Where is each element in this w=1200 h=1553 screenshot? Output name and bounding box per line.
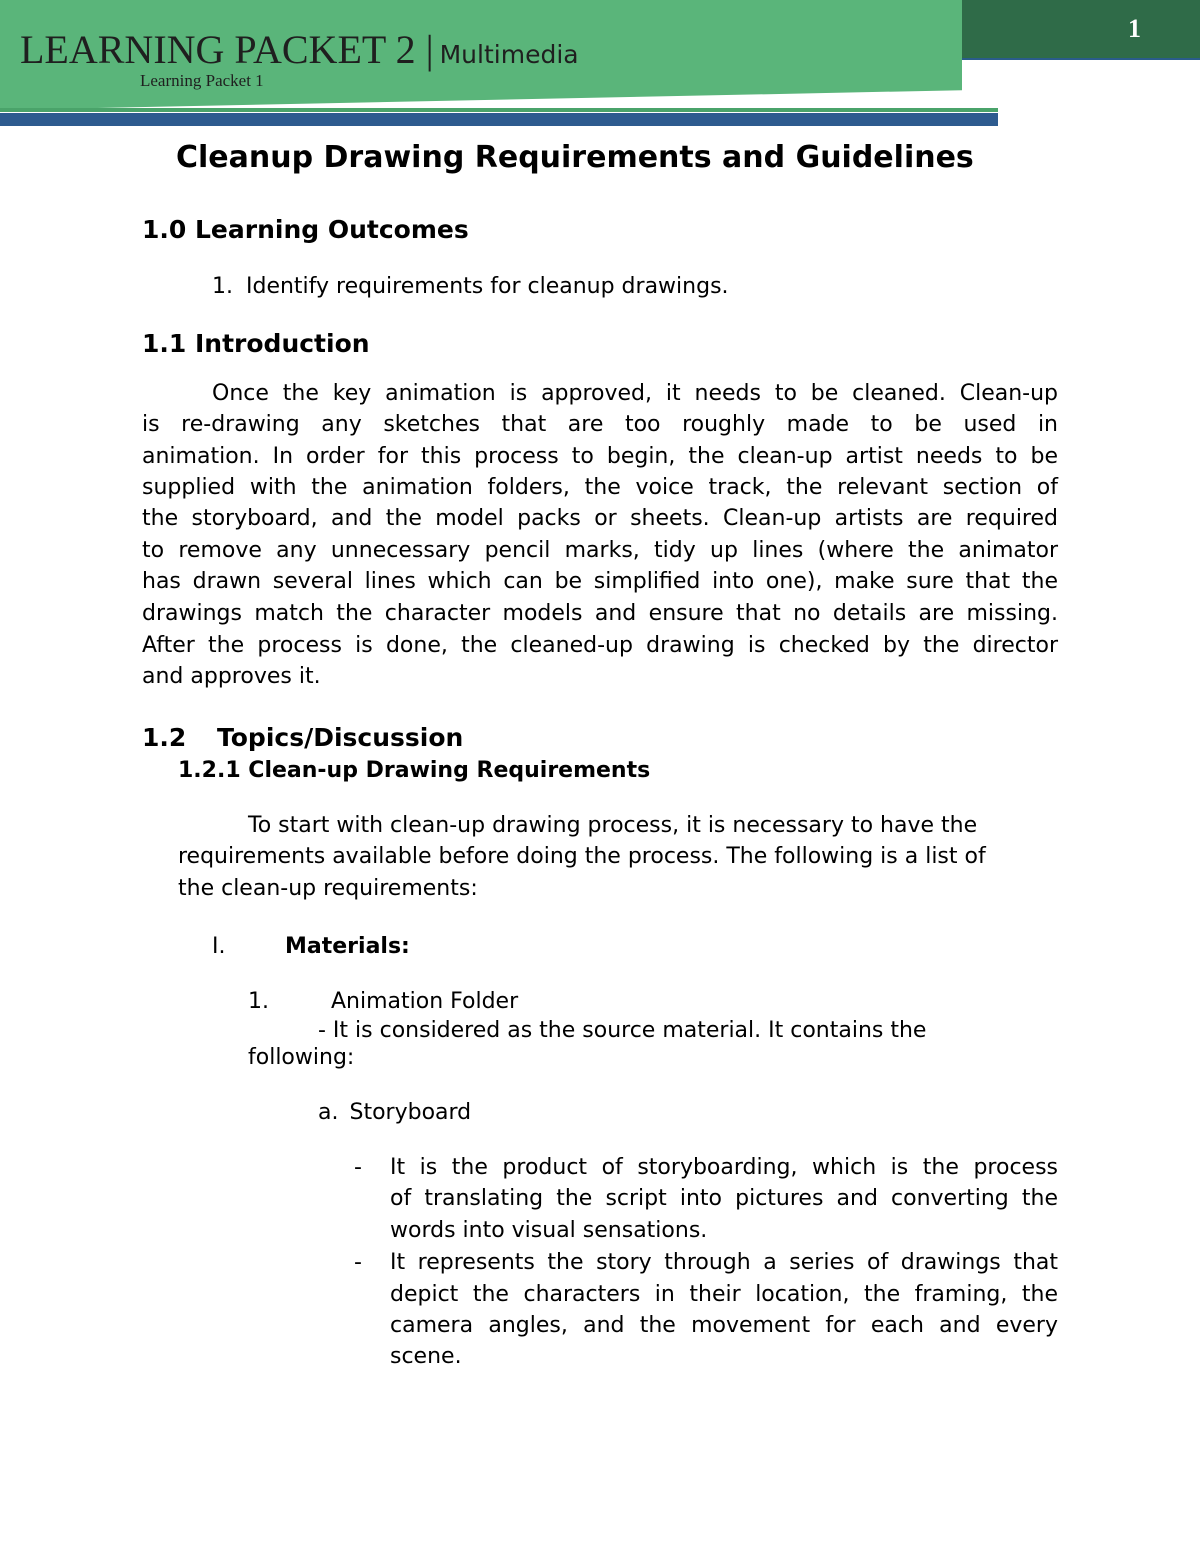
outcomes-heading: 1.0 Learning Outcomes <box>142 215 469 244</box>
intro-line: and approves it. <box>142 664 321 689</box>
intro-heading: 1.1 Introduction <box>142 329 370 358</box>
sub-item-letter: a. <box>318 1100 339 1125</box>
topics-para-line: To start with clean-up drawing process, it is necessary to have the <box>248 813 978 838</box>
header-separator: | <box>425 27 434 72</box>
section-number: I. <box>212 934 226 959</box>
header-title <box>20 26 579 79</box>
intro-line: drawings match the character models and ensure that no details are missing. <box>142 601 1058 626</box>
topics-heading-number: 1.2 <box>142 723 187 752</box>
intro-line: animation. In order for this process to begin, the clean-up artist needs to be <box>142 444 1058 469</box>
requirements-subheading: 1.2.1 Clean-up Drawing Requirements <box>178 758 651 783</box>
bullet-dash: - <box>354 1250 362 1275</box>
section-label: Materials: <box>285 934 410 959</box>
header-subtitle: Learning Packet 1 <box>140 71 264 90</box>
item-label: Animation Folder <box>331 989 519 1014</box>
sub-item <box>318 1097 471 1129</box>
bullet-line: scene. <box>390 1344 462 1369</box>
page-number-box <box>962 0 1200 58</box>
item-description: following: <box>248 1045 355 1070</box>
topics-heading <box>142 722 463 754</box>
intro-line: has drawn several lines which can be simplified into one), make sure that the <box>142 569 1058 594</box>
intro-line: is re-drawing any sketches that are too roughly made to be used in <box>142 412 1058 437</box>
intro-line: to remove any unnecessary pencil marks, tidy up lines (where the animator <box>142 538 1058 563</box>
item-number: 1. <box>248 989 269 1014</box>
bullet-dash: - <box>354 1155 362 1180</box>
header-box-rule <box>962 58 1200 60</box>
bullet-line: depict the characters in their location, the framing, the <box>390 1282 1058 1307</box>
bullet-line: It is the product of storyboarding, which is the process <box>390 1155 1058 1180</box>
bullet-line: It represents the story through a series of drawings that <box>390 1250 1058 1275</box>
document-title: Cleanup Drawing Requirements and Guidelines <box>176 140 974 175</box>
intro-line: Once the key animation is approved, it needs to be cleaned. Clean-up <box>212 381 1058 406</box>
topics-heading-text: Topics/Discussion <box>217 723 464 752</box>
item-description: - It is considered as the source material. It contains the <box>318 1018 927 1043</box>
topics-para-line: requirements available before doing the process. The following is a list of <box>178 844 986 869</box>
topics-para-line: the clean-up requirements: <box>178 876 478 901</box>
bullet-line: of translating the script into pictures and converting the <box>390 1186 1058 1211</box>
bullet-line: camera angles, and the movement for each and every <box>390 1313 1058 1338</box>
intro-line: the storyboard, and the model packs or sheets. Clean-up artists are required <box>142 506 1058 531</box>
header-rule-blue <box>0 113 998 126</box>
bullet-line: words into visual sensations. <box>390 1218 708 1243</box>
outcome-text: Identify requirements for cleanup drawings. <box>246 274 729 299</box>
header-subject: Multimedia <box>439 40 579 69</box>
page-number: 1 <box>1128 14 1141 43</box>
outcome-number: 1. <box>212 274 233 299</box>
intro-line: After the process is done, the cleaned-up drawing is checked by the director <box>142 633 1058 658</box>
sub-item-label: Storyboard <box>349 1100 472 1125</box>
outcome-item <box>212 271 729 303</box>
intro-line: supplied with the animation folders, the voice track, the relevant section of <box>142 475 1058 500</box>
header-title-text: LEARNING PACKET 2 <box>20 27 416 72</box>
header-rule-green <box>0 108 998 112</box>
